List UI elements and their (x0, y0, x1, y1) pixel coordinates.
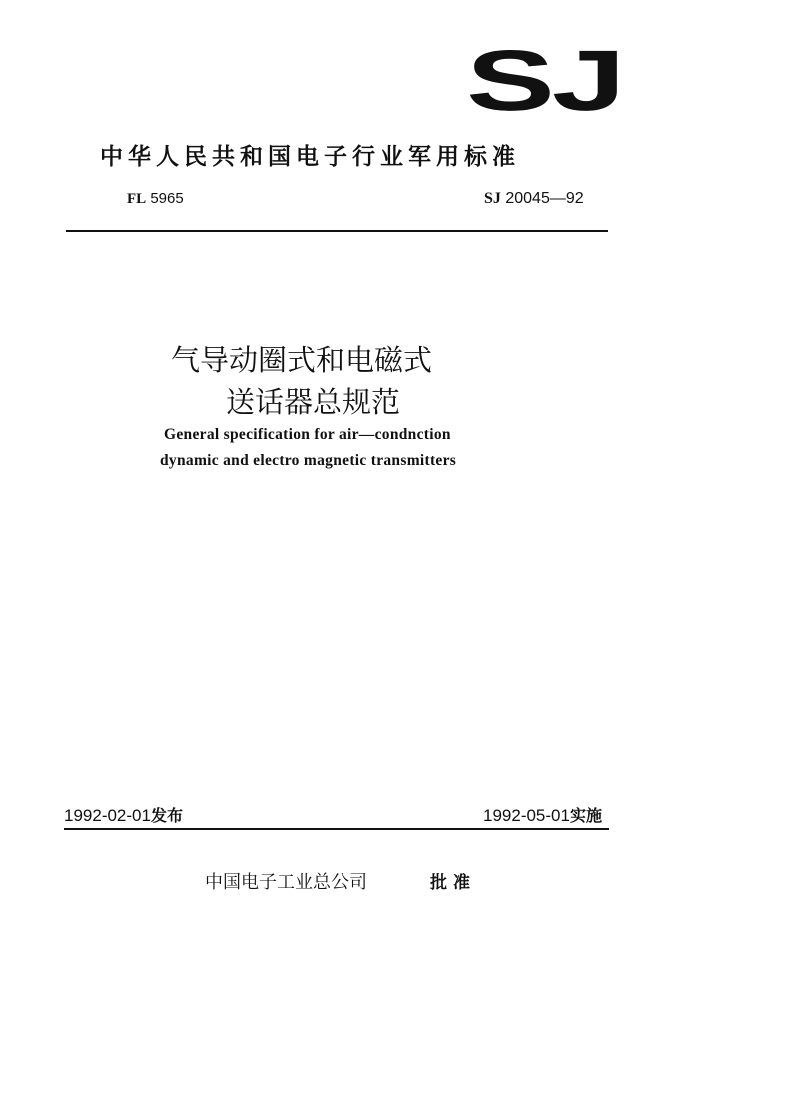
approver: 中国电子工业总公司 (205, 872, 367, 893)
sj-logo: SJ (466, 33, 623, 129)
title-cn-line2: 送话器总规范 (226, 385, 401, 419)
implementation-date-value: 1992-05-01 (483, 806, 570, 825)
title-en-line1: General specification for air—condnction (164, 426, 451, 443)
title-en-line2: dynamic and electro magnetic transmitters (160, 452, 457, 469)
implementation-label: 实施 (569, 806, 602, 825)
approve-label: 批准 (430, 873, 476, 893)
standard-body-title: 中华人民共和国电子行业军用标准 (100, 144, 520, 170)
top-divider (66, 230, 608, 232)
fl-number: 5965 (150, 190, 184, 207)
bottom-divider (64, 828, 609, 830)
implementation-date (483, 803, 602, 826)
issue-date (64, 803, 183, 826)
issue-label: 发布 (150, 806, 183, 825)
fl-code (127, 190, 184, 208)
issue-date-value: 1992-02-01 (64, 806, 151, 825)
sj-prefix: SJ (484, 190, 501, 207)
sj-number: 20045—92 (505, 190, 584, 207)
fl-prefix: FL (127, 191, 147, 207)
title-cn-line1: 气导动圈式和电磁式 (171, 343, 433, 377)
standard-number (484, 190, 584, 208)
